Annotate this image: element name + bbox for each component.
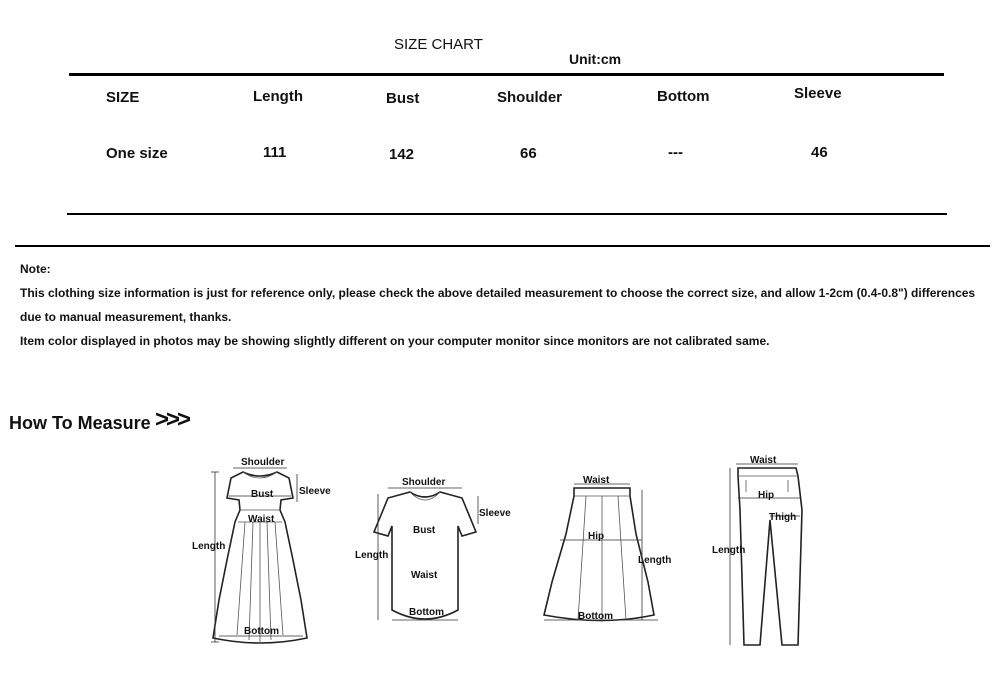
dress-waist-label: Waist	[248, 514, 275, 525]
dress-length-label: Length	[192, 541, 226, 552]
table-bottom-rule	[67, 213, 947, 215]
header-sleeve: Sleeve	[794, 85, 842, 102]
skirt-length-label: Length	[638, 555, 672, 566]
note-line-2: due to manual measurement, thanks.	[20, 310, 232, 324]
header-bust: Bust	[386, 90, 420, 107]
tshirt-shoulder-label: Shoulder	[402, 477, 446, 488]
cell-shoulder: 66	[520, 145, 537, 162]
pants-hip-label: Hip	[758, 490, 775, 501]
unit-label: Unit:cm	[569, 51, 622, 67]
cell-size: One size	[106, 145, 168, 162]
dress-diagram	[185, 450, 335, 650]
pants-waist-label: Waist	[750, 455, 777, 466]
dress-sleeve-label: Sleeve	[299, 486, 331, 497]
dress-bust-label: Bust	[251, 489, 274, 500]
cell-bottom: ---	[668, 144, 683, 161]
note-line-3: Item color displayed in photos may be showing slightly different on your computer monitor since monitors are not calibrated same.	[20, 334, 770, 348]
how-to-measure-title: How To Measure	[9, 413, 151, 433]
note-label: Note:	[20, 262, 51, 276]
cell-bust: 142	[389, 146, 415, 163]
dress-shoulder-label: Shoulder	[241, 457, 285, 468]
arrows-icon: >>>	[155, 406, 189, 433]
pants-thigh-label: Thigh	[769, 512, 797, 523]
cell-length: 111	[263, 144, 287, 161]
skirt-bottom-label: Bottom	[578, 611, 613, 622]
skirt-hip-label: Hip	[588, 531, 605, 542]
section-divider	[15, 245, 990, 247]
pants-length-label: Length	[712, 545, 746, 556]
tshirt-length-label: Length	[355, 550, 389, 561]
skirt-waist-label: Waist	[583, 475, 610, 486]
size-chart-title: SIZE CHART	[394, 36, 483, 53]
dress-bottom-label: Bottom	[244, 626, 279, 637]
header-size: SIZE	[106, 89, 140, 106]
skirt-diagram	[530, 470, 680, 635]
tshirt-bottom-label: Bottom	[409, 607, 444, 618]
header-bottom: Bottom	[657, 88, 710, 105]
pants-diagram	[700, 450, 820, 650]
tshirt-waist-label: Waist	[411, 570, 438, 581]
cell-sleeve: 46	[811, 144, 828, 161]
tshirt-outline	[374, 492, 476, 619]
note-line-1: This clothing size information is just for reference only, please check the above detailed measurement to choose the correct size, and allow 1-2cm (0.4-0.8") differences	[20, 286, 976, 300]
tshirt-bust-label: Bust	[413, 525, 436, 536]
tshirt-sleeve-label: Sleeve	[479, 508, 511, 519]
header-shoulder: Shoulder	[497, 89, 563, 106]
tshirt-diagram	[350, 470, 520, 630]
table-top-rule	[69, 73, 944, 76]
header-length: Length	[253, 88, 303, 105]
